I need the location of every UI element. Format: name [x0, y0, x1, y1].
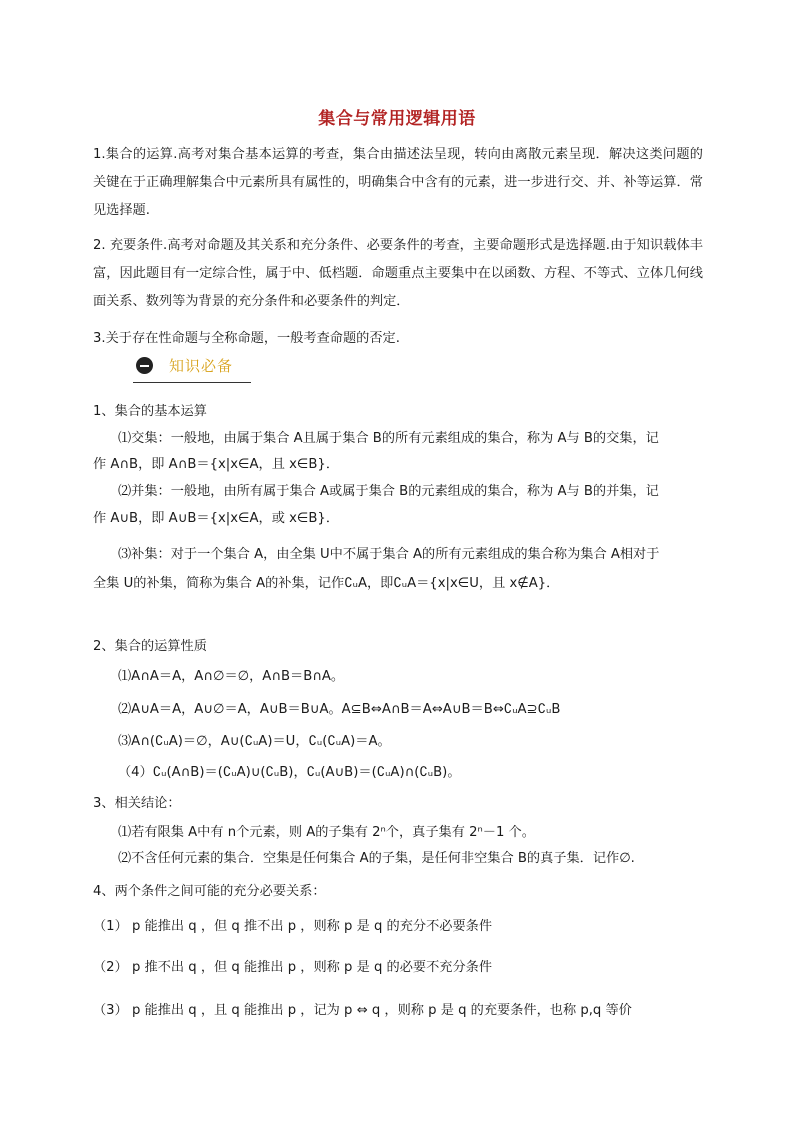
section-4-heading: 4、两个条件之间可能的充分必要关系： [93, 884, 326, 899]
minus-circle-icon [136, 357, 153, 374]
property-line-4: （4）∁ᵤ(A∩B)＝(∁ᵤA)∪(∁ᵤB)，∁ᵤ(A∪B)＝(∁ᵤA)∩(∁ᵤB)。 [118, 765, 461, 780]
property-line-3: ⑶A∩(∁ᵤA)＝∅，A∪(∁ᵤA)＝U，∁ᵤ(∁ᵤA)＝A。 [118, 734, 391, 749]
complement-def-line-2: 全集 U的补集，简称为集合 A的补集，记作∁ᵤA，即∁ᵤA＝{x|x∈U，且 x∉A}． [93, 576, 560, 591]
intersection-def-line-2: 作 A∩B，即 A∩B＝{x|x∈A，且 x∈B}． [93, 457, 340, 472]
section-1-heading: 1、集合的基本运算 [93, 404, 207, 419]
conclusion-line-1: ⑴若有限集 A中有 n个元素，则 A的子集有 2ⁿ个，真子集有 2ⁿ－1 个。 [118, 825, 535, 840]
intro-paragraph-3: 3.关于存在性命题与全称命题，一般考查命题的否定. [93, 331, 400, 346]
conclusion-line-2: ⑵不含任何元素的集合．空集是任何集合 A的子集，是任何非空集合 B的真子集．记作∅. [118, 851, 635, 866]
condition-line-3: （3） p 能推出 q ，且 q 能推出 p ，记为 p ⇔ q ，则称 p 是 q 的充要条件，也称 p,q 等价 [93, 1003, 632, 1018]
section-badge-label: 知识必备 [169, 357, 234, 375]
page-title: 集合与常用逻辑用语 [318, 109, 476, 129]
condition-line-1: （1） p 能推出 q ，但 q 推不出 p ，则称 p 是 q 的充分不必要条件 [93, 919, 493, 934]
condition-line-2: （2） p 推不出 q ，但 q 能推出 p ，则称 p 是 q 的必要不充分条件 [93, 960, 493, 975]
intro-paragraph-2: 2. 充要条件.高考对命题及其关系和充分条件、必要条件的考查，主要命题形式是选择题.由于知识载体丰富，因此题目有一定综合性，属于中、低档题．命题重点主要集中在以函数、方程、不等式、立体几何线面关系、数列等为背景的充分条件和必要条件的判定． [93, 238, 703, 309]
union-def-line-2: 作 A∪B，即 A∪B＝{x|x∈A，或 x∈B}． [93, 511, 340, 526]
section-2-heading: 2、集合的运算性质 [93, 639, 207, 654]
complement-def-line-1: ⑶补集：对于一个集合 A，由全集 U中不属于集合 A的所有元素组成的集合称为集合 A相对于 [118, 547, 660, 562]
section-badge [133, 354, 251, 383]
intersection-def-line-1: ⑴交集：一般地，由属于集合 A且属于集合 B的所有元素组成的集合，称为 A与 B的交集，记 [118, 431, 659, 446]
intro-paragraph-1: 1.集合的运算.高考对集合基本运算的考查，集合由描述法呈现，转向由离散元素呈现．解决这类问题的关键在于正确理解集合中元素所具有属性的，明确集合中含有的元素，进一步进行交、并、补等运算．常见选择题. [93, 147, 703, 218]
union-def-line-1: ⑵并集：一般地，由所有属于集合 A或属于集合 B的元素组成的集合，称为 A与 B的并集，记 [118, 484, 659, 499]
section-3-heading: 3、相关结论： [93, 796, 181, 811]
property-line-2: ⑵A∪A＝A，A∪∅＝A，A∪B＝B∪A。A⊆B⇔A∩B＝A⇔A∪B＝B⇔∁ᵤA⊇∁ᵤB [118, 702, 561, 717]
property-line-1: ⑴A∩A＝A，A∩∅＝∅，A∩B＝B∩A。 [118, 669, 345, 684]
